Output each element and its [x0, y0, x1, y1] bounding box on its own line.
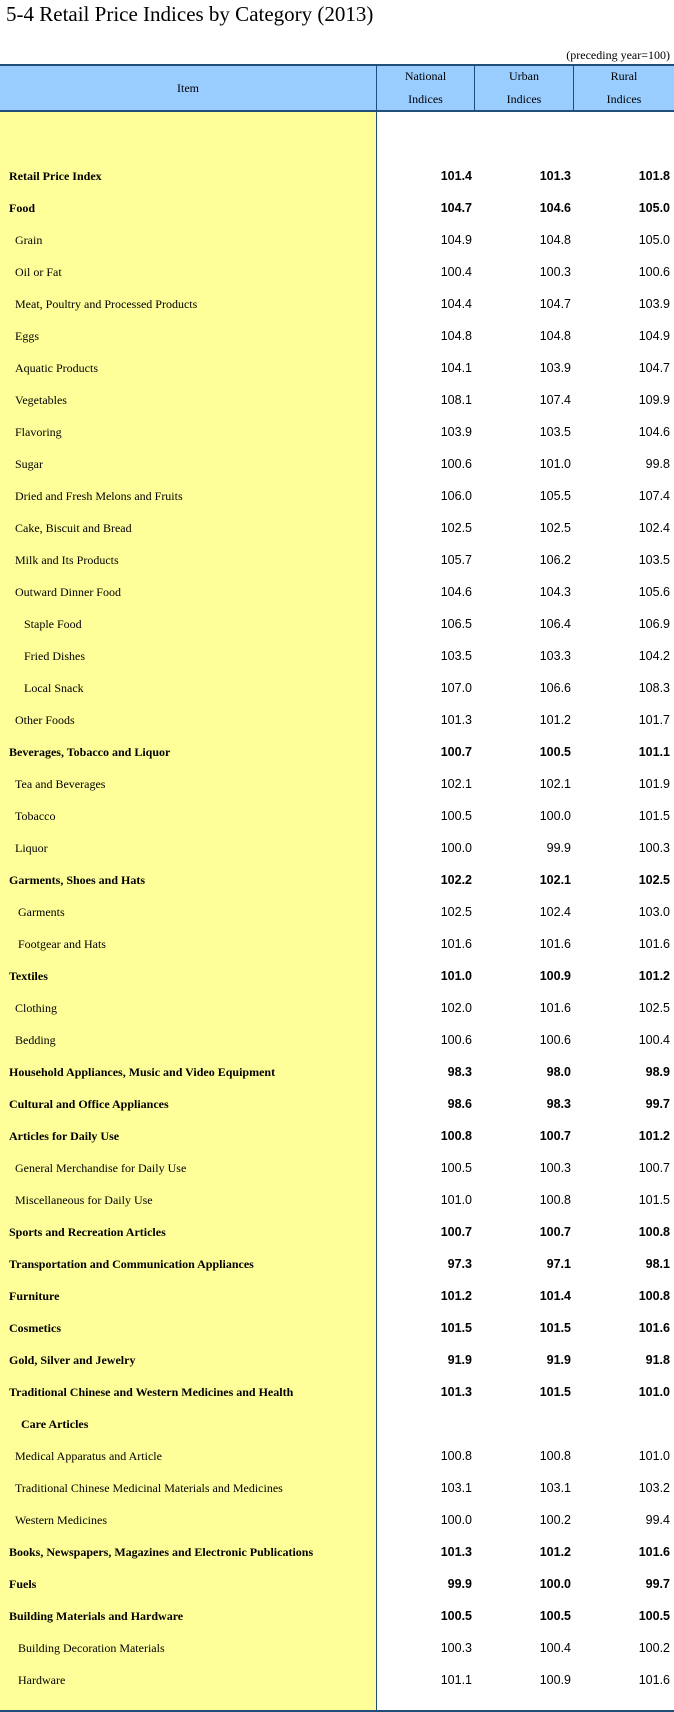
rural-index-value: 98.9: [645, 1065, 670, 1079]
rural-index-value: 109.9: [638, 393, 670, 407]
row-label: Garments, Shoes and Hats: [9, 873, 146, 887]
urban-index-value: 100.0: [539, 1577, 571, 1591]
national-index-value: 102.2: [440, 873, 472, 887]
row-label: Books, Newspapers, Magazines and Electronic Publications: [9, 1545, 314, 1559]
row-label: Cake, Biscuit and Bread: [15, 521, 132, 535]
national-index-value: 102.5: [440, 521, 472, 535]
row-label: Aquatic Products: [15, 361, 98, 375]
national-index-value: 107.0: [440, 681, 472, 695]
rural-index-value: 104.6: [638, 425, 670, 439]
rural-index-value: 103.0: [638, 905, 670, 919]
rural-index-value: 104.2: [638, 649, 670, 663]
national-index-value: 104.6: [440, 585, 472, 599]
table-row: [0, 800, 674, 832]
urban-index-value: 97.1: [546, 1257, 571, 1271]
rural-index-value: 102.5: [638, 873, 670, 887]
row-label: Sugar: [15, 457, 43, 471]
row-label: Outward Dinner Food: [15, 585, 121, 599]
table-row: [0, 1088, 674, 1120]
row-label: Clothing: [15, 1001, 58, 1015]
national-index-value: 99.9: [447, 1577, 472, 1591]
row-label: Footgear and Hats: [18, 937, 106, 951]
national-index-value: 101.3: [440, 1385, 472, 1399]
rural-index-value: 102.4: [638, 521, 670, 535]
row-label: Dried and Fresh Melons and Fruits: [15, 489, 183, 503]
urban-index-value: 100.5: [539, 745, 571, 759]
national-index-value: 104.1: [440, 361, 472, 375]
urban-index-value: [475, 1408, 571, 1440]
header-urban-line1: Urban: [509, 69, 539, 83]
rural-index-value: 107.4: [638, 489, 670, 503]
urban-index-value: 102.1: [539, 873, 571, 887]
row-label: Furniture: [9, 1289, 60, 1303]
table-row: [0, 736, 674, 768]
national-index-value: 101.5: [440, 1321, 472, 1335]
urban-index-value: 106.4: [539, 617, 571, 631]
table-row: [0, 224, 674, 256]
table-row: [0, 1056, 674, 1088]
row-label: Textiles: [9, 969, 48, 983]
table-row: [0, 480, 674, 512]
national-index-value: 98.6: [447, 1097, 472, 1111]
rural-index-value: 98.1: [645, 1257, 670, 1271]
urban-index-value: 106.2: [539, 553, 571, 567]
row-label: Garments: [18, 905, 65, 919]
national-index-value: 101.0: [440, 969, 472, 983]
table-row: [0, 832, 674, 864]
national-index-value: 100.6: [440, 457, 472, 471]
table-row: [0, 576, 674, 608]
rural-index-value: 100.6: [638, 265, 670, 279]
national-index-value: 100.5: [440, 1609, 472, 1623]
national-index-value: 100.3: [440, 1641, 472, 1655]
row-label: Liquor: [15, 841, 48, 855]
urban-index-value: 101.6: [539, 937, 571, 951]
table-row: [0, 1568, 674, 1600]
urban-index-value: 107.4: [539, 393, 571, 407]
rural-index-value: 101.6: [638, 937, 670, 951]
row-label: Traditional Chinese and Western Medicines and Health: [9, 1385, 294, 1399]
national-index-value: 91.9: [447, 1353, 472, 1367]
urban-index-value: 101.3: [539, 169, 571, 183]
page-title: 5-4 Retail Price Indices by Category (2013): [6, 2, 374, 26]
urban-index-value: 100.6: [539, 1033, 571, 1047]
table-row: [0, 1120, 674, 1152]
table-row: [0, 1184, 674, 1216]
table-row: [0, 384, 674, 416]
row-label: Household Appliances, Music and Video Equipment: [9, 1065, 276, 1079]
rural-index-value: 101.7: [638, 713, 670, 727]
rural-index-value: [574, 1408, 670, 1440]
table-row: [0, 1024, 674, 1056]
row-label: Care Articles: [21, 1417, 89, 1431]
rural-index-value: 99.7: [645, 1577, 670, 1591]
national-index-value: 100.0: [440, 1513, 472, 1527]
table-row: [0, 864, 674, 896]
row-label: Oil or Fat: [15, 265, 62, 279]
urban-index-value: 101.5: [539, 1321, 571, 1335]
row-label: Staple Food: [24, 617, 82, 631]
national-index-value: 97.3: [447, 1257, 472, 1271]
table-row: [0, 608, 674, 640]
table-row: [0, 1440, 674, 1472]
national-index-value: 103.9: [440, 425, 472, 439]
table-row: [0, 256, 674, 288]
table-row: [0, 1216, 674, 1248]
national-index-value: 100.7: [440, 1225, 472, 1239]
urban-index-value: 100.0: [539, 809, 571, 823]
header-national-line2: Indices: [408, 92, 443, 106]
table-row: [0, 544, 674, 576]
rural-index-value: 100.5: [638, 1609, 670, 1623]
table-row: [0, 928, 674, 960]
urban-index-value: 104.8: [539, 233, 571, 247]
urban-index-value: 102.4: [539, 905, 571, 919]
national-index-value: 101.3: [440, 1545, 472, 1559]
urban-index-value: 98.3: [546, 1097, 571, 1111]
table-header: [0, 64, 674, 112]
urban-index-value: 104.3: [539, 585, 571, 599]
row-label: Cosmetics: [9, 1321, 61, 1335]
row-label: Gold, Silver and Jewelry: [9, 1353, 136, 1367]
national-index-value: 101.2: [440, 1289, 472, 1303]
rural-index-value: 103.2: [638, 1481, 670, 1495]
header-urban-line2: Indices: [506, 92, 542, 106]
urban-index-value: 100.3: [539, 1161, 571, 1175]
rural-index-value: 101.6: [638, 1545, 670, 1559]
row-label: Vegetables: [15, 393, 67, 407]
national-index-value: 104.7: [440, 201, 472, 215]
header-rural-line2: Indices: [606, 92, 642, 106]
table-row: [0, 448, 674, 480]
header-item: [0, 66, 376, 110]
table-row: [0, 352, 674, 384]
table-row: [0, 1248, 674, 1280]
table-row: [0, 1280, 674, 1312]
urban-index-value: 106.6: [539, 681, 571, 695]
row-label: Flavoring: [15, 425, 62, 439]
rural-index-value: 102.5: [638, 1001, 670, 1015]
urban-index-value: 100.5: [539, 1609, 571, 1623]
urban-index-value: 98.0: [546, 1065, 571, 1079]
urban-index-value: 101.5: [539, 1385, 571, 1399]
rural-index-value: 100.8: [638, 1225, 670, 1239]
national-index-value: 102.0: [440, 1001, 472, 1015]
row-label: Food: [9, 201, 36, 215]
national-index-value: 100.5: [440, 1161, 472, 1175]
table-row: [0, 1408, 674, 1440]
rural-index-value: 103.9: [638, 297, 670, 311]
rural-index-value: 101.8: [638, 169, 670, 183]
table-row: [0, 896, 674, 928]
national-index-value: 104.4: [440, 297, 472, 311]
row-label: Traditional Chinese Medicinal Materials and Medicines: [15, 1481, 283, 1495]
row-label: Milk and Its Products: [15, 553, 119, 567]
row-label: Cultural and Office Appliances: [9, 1097, 169, 1111]
row-label: Tobacco: [15, 809, 56, 823]
rural-index-value: 101.2: [638, 1129, 670, 1143]
row-label: Bedding: [15, 1033, 56, 1047]
rural-index-value: 99.4: [645, 1513, 670, 1527]
row-label: Other Foods: [15, 713, 75, 727]
table-row: [0, 1536, 674, 1568]
national-index-value: 102.1: [440, 777, 472, 791]
row-label: Transportation and Communication Appliances: [9, 1257, 254, 1271]
national-index-value: 100.7: [440, 745, 472, 759]
national-index-value: 100.5: [440, 809, 472, 823]
national-index-value: 100.4: [440, 265, 472, 279]
national-index-value: 100.8: [440, 1449, 472, 1463]
urban-index-value: 101.6: [539, 1001, 571, 1015]
urban-index-value: 101.2: [539, 1545, 571, 1559]
rural-index-value: 101.0: [638, 1385, 670, 1399]
national-index-value: 103.5: [440, 649, 472, 663]
table-row: [0, 1504, 674, 1536]
national-index-value: 98.3: [447, 1065, 472, 1079]
price-index-table: [0, 64, 674, 1712]
urban-index-value: 91.9: [546, 1353, 571, 1367]
rural-index-value: 101.9: [638, 777, 670, 791]
urban-index-value: 102.1: [539, 777, 571, 791]
header-rural: [574, 66, 674, 110]
rural-index-value: 105.0: [638, 233, 670, 247]
national-index-value: 101.1: [440, 1673, 472, 1687]
urban-index-value: 103.3: [539, 649, 571, 663]
rural-index-value: 105.6: [638, 585, 670, 599]
row-label: Eggs: [15, 329, 39, 343]
table-row: [0, 672, 674, 704]
national-index-value: 106.5: [440, 617, 472, 631]
national-index-value: 108.1: [440, 393, 472, 407]
urban-index-value: 101.4: [539, 1289, 571, 1303]
rural-index-value: 100.4: [638, 1033, 670, 1047]
row-label: Meat, Poultry and Processed Products: [15, 297, 198, 311]
rural-index-value: 101.0: [638, 1449, 670, 1463]
row-label: Tea and Beverages: [15, 777, 106, 791]
urban-index-value: 103.9: [539, 361, 571, 375]
header-national-line1: National: [404, 69, 447, 83]
rural-index-value: 101.1: [638, 745, 670, 759]
urban-index-value: 102.5: [539, 521, 571, 535]
rural-index-value: 91.8: [645, 1353, 670, 1367]
row-label: Western Medicines: [15, 1513, 108, 1527]
table-row: [0, 1632, 674, 1664]
urban-index-value: 103.1: [539, 1481, 571, 1495]
header-item-label: Item: [177, 80, 199, 95]
urban-index-value: 105.5: [539, 489, 571, 503]
table-row: [0, 320, 674, 352]
table-row: [0, 1312, 674, 1344]
rural-index-value: 100.2: [638, 1641, 670, 1655]
rural-index-value: 103.5: [638, 553, 670, 567]
urban-index-value: 101.2: [539, 713, 571, 727]
urban-index-value: 100.9: [539, 969, 571, 983]
table-row: [0, 160, 674, 192]
row-label: Fuels: [9, 1577, 37, 1591]
row-label: Miscellaneous for Daily Use: [15, 1193, 153, 1207]
rural-index-value: 101.5: [638, 809, 670, 823]
rural-index-value: 105.0: [638, 201, 670, 215]
row-label: Building Materials and Hardware: [9, 1609, 184, 1623]
table-row: [0, 1600, 674, 1632]
table-row: [0, 960, 674, 992]
urban-index-value: 100.8: [539, 1193, 571, 1207]
rural-index-value: 101.2: [638, 969, 670, 983]
table-row: [0, 192, 674, 224]
urban-index-value: 99.9: [546, 841, 571, 855]
urban-index-value: 104.6: [539, 201, 571, 215]
national-index-value: 103.1: [440, 1481, 472, 1495]
urban-index-value: 100.4: [539, 1641, 571, 1655]
row-label: Articles for Daily Use: [9, 1129, 120, 1143]
table-row: [0, 704, 674, 736]
national-index-value: 104.9: [440, 233, 472, 247]
national-index-value: 100.6: [440, 1033, 472, 1047]
table-row: [0, 1152, 674, 1184]
base-note: (preceding year=100): [566, 48, 670, 62]
national-index-value: 102.5: [440, 905, 472, 919]
table-row: [0, 1472, 674, 1504]
header-urban: [475, 66, 573, 110]
table-row: [0, 1664, 674, 1696]
table-row: [0, 416, 674, 448]
urban-index-value: 104.7: [539, 297, 571, 311]
row-label: Local Snack: [24, 681, 84, 695]
rural-index-value: 100.8: [638, 1289, 670, 1303]
national-index-value: 104.8: [440, 329, 472, 343]
rural-index-value: 99.7: [645, 1097, 670, 1111]
table-row: [0, 512, 674, 544]
urban-index-value: 101.0: [539, 457, 571, 471]
rural-index-value: 104.7: [638, 361, 670, 375]
national-index-value: 101.6: [440, 937, 472, 951]
national-index-value: 100.0: [440, 841, 472, 855]
rural-index-value: 104.9: [638, 329, 670, 343]
national-index-value: [376, 1408, 472, 1440]
table-row: [0, 1376, 674, 1408]
table-row: [0, 1344, 674, 1376]
rural-index-value: 106.9: [638, 617, 670, 631]
row-label: Medical Apparatus and Article: [15, 1449, 162, 1463]
urban-index-value: 100.2: [539, 1513, 571, 1527]
urban-index-value: 100.7: [539, 1225, 571, 1239]
national-index-value: 100.8: [440, 1129, 472, 1143]
table-row: [0, 992, 674, 1024]
rural-index-value: 100.3: [638, 841, 670, 855]
urban-index-value: 100.7: [539, 1129, 571, 1143]
rural-index-value: 99.8: [645, 457, 670, 471]
urban-index-value: 100.8: [539, 1449, 571, 1463]
row-label: Beverages, Tobacco and Liquor: [9, 745, 171, 759]
row-label: Sports and Recreation Articles: [9, 1225, 166, 1239]
rural-index-value: 101.6: [638, 1321, 670, 1335]
row-label: Hardware: [18, 1673, 66, 1687]
row-label: General Merchandise for Daily Use: [15, 1161, 187, 1175]
national-index-value: 101.3: [440, 713, 472, 727]
rural-index-value: 100.7: [638, 1161, 670, 1175]
table-row: [0, 768, 674, 800]
row-label: Retail Price Index: [9, 169, 102, 183]
rural-index-value: 101.6: [638, 1673, 670, 1687]
national-index-value: 101.0: [440, 1193, 472, 1207]
row-label: Grain: [15, 233, 43, 247]
urban-index-value: 104.8: [539, 329, 571, 343]
table-row: [0, 288, 674, 320]
table-body: [0, 160, 674, 1696]
row-label: Building Decoration Materials: [18, 1641, 165, 1655]
national-index-value: 101.4: [440, 169, 472, 183]
urban-index-value: 100.9: [539, 1673, 571, 1687]
national-index-value: 105.7: [440, 553, 472, 567]
national-index-value: 106.0: [440, 489, 472, 503]
header-rural-line1: Rural: [610, 69, 638, 83]
rural-index-value: 101.5: [638, 1193, 670, 1207]
urban-index-value: 103.5: [539, 425, 571, 439]
table-row: [0, 640, 674, 672]
rural-index-value: 108.3: [638, 681, 670, 695]
header-national: [377, 66, 474, 110]
urban-index-value: 100.3: [539, 265, 571, 279]
row-label: Fried Dishes: [24, 649, 85, 663]
